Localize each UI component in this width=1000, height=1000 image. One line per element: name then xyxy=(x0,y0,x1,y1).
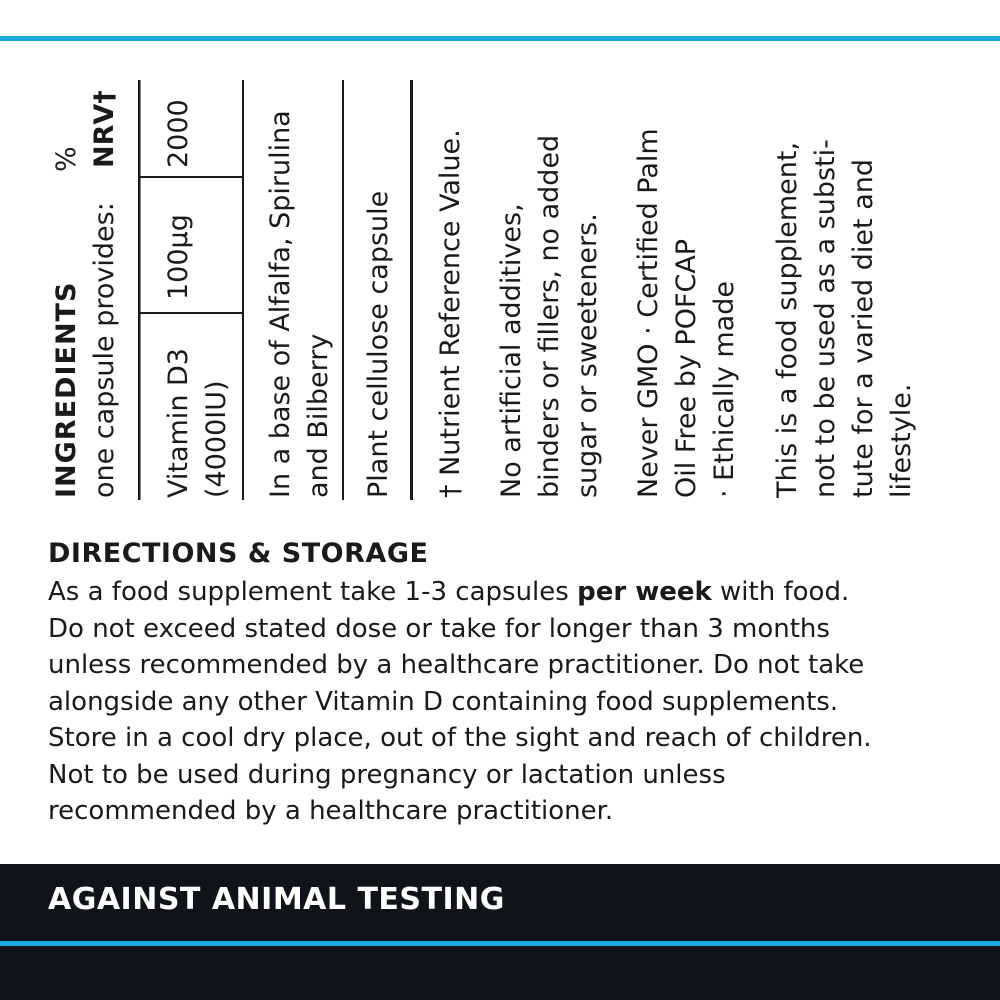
base-line-1: In a base of Alfalfa, Spirulina xyxy=(265,110,296,498)
table-rule-inner xyxy=(140,176,242,178)
directions-line-5: Store in a cool dry place, out of the sight and reach of children. xyxy=(48,723,872,753)
capsule-text: Plant cellulose capsule xyxy=(363,190,394,498)
base-line-2: and Bilberry xyxy=(303,333,334,498)
directions-bold-phrase: per week xyxy=(577,577,712,607)
footer-text: AGAINST ANIMAL TESTING xyxy=(48,882,505,917)
directions-section xyxy=(48,534,978,830)
vitamin-nrv: 2000 xyxy=(163,99,194,168)
vitamin-amount: 100μg xyxy=(163,214,194,300)
ingredients-title: INGREDIENTS xyxy=(51,281,82,498)
food-4: lifestyle. xyxy=(886,383,917,498)
no-additives-1: No artificial additives, xyxy=(496,203,527,498)
nrv-note: † Nutrient Reference Value. xyxy=(435,129,466,498)
table-rule-4 xyxy=(410,80,413,500)
table-rule-2 xyxy=(242,80,244,500)
food-2: not to be used as a substi- xyxy=(810,139,841,498)
directions-line-1b: with food. xyxy=(711,577,850,607)
vitamin-name: Vitamin D3 xyxy=(163,348,194,498)
directions-line-2: Do not exceed stated dose or take for longer than 3 months xyxy=(48,613,830,644)
directions-line-7: recommended by a healthcare practitioner. xyxy=(48,796,614,826)
ingredients-subtitle: one capsule provides: xyxy=(89,202,120,498)
vitamin-iu: (4000IU) xyxy=(201,380,232,498)
gmo-2: Oil Free by POFCAP xyxy=(671,238,702,498)
no-additives-2: binders or fillers, no added xyxy=(534,134,565,498)
directions-heading: DIRECTIONS & STORAGE xyxy=(48,538,429,569)
nrv-label: NRV† xyxy=(89,90,120,168)
directions-line-1 xyxy=(48,574,978,611)
table-rule-3 xyxy=(342,80,344,500)
nrv-percent: % xyxy=(51,146,82,172)
gmo-3: · Ethically made xyxy=(709,281,740,498)
no-additives-3: sugar or sweeteners. xyxy=(572,213,603,498)
table-rule-inner-2 xyxy=(140,312,242,314)
gmo-1: Never GMO · Certified Palm xyxy=(633,128,664,498)
food-3: tute for a varied diet and xyxy=(848,159,879,498)
food-1: This is a food supplement, xyxy=(772,141,803,498)
table-rule-left xyxy=(138,80,141,500)
directions-line-4: alongside any other Vitamin D containing food supplements. xyxy=(48,686,839,717)
directions-line-3: unless recommended by a healthcare practitioner. Do not take xyxy=(48,650,865,680)
directions-line-1a: As a food supplement take 1-3 capsules xyxy=(48,577,578,607)
footer-accent-rule xyxy=(0,941,1000,946)
directions-line-6: Not to be used during pregnancy or lactation unless xyxy=(48,759,726,790)
